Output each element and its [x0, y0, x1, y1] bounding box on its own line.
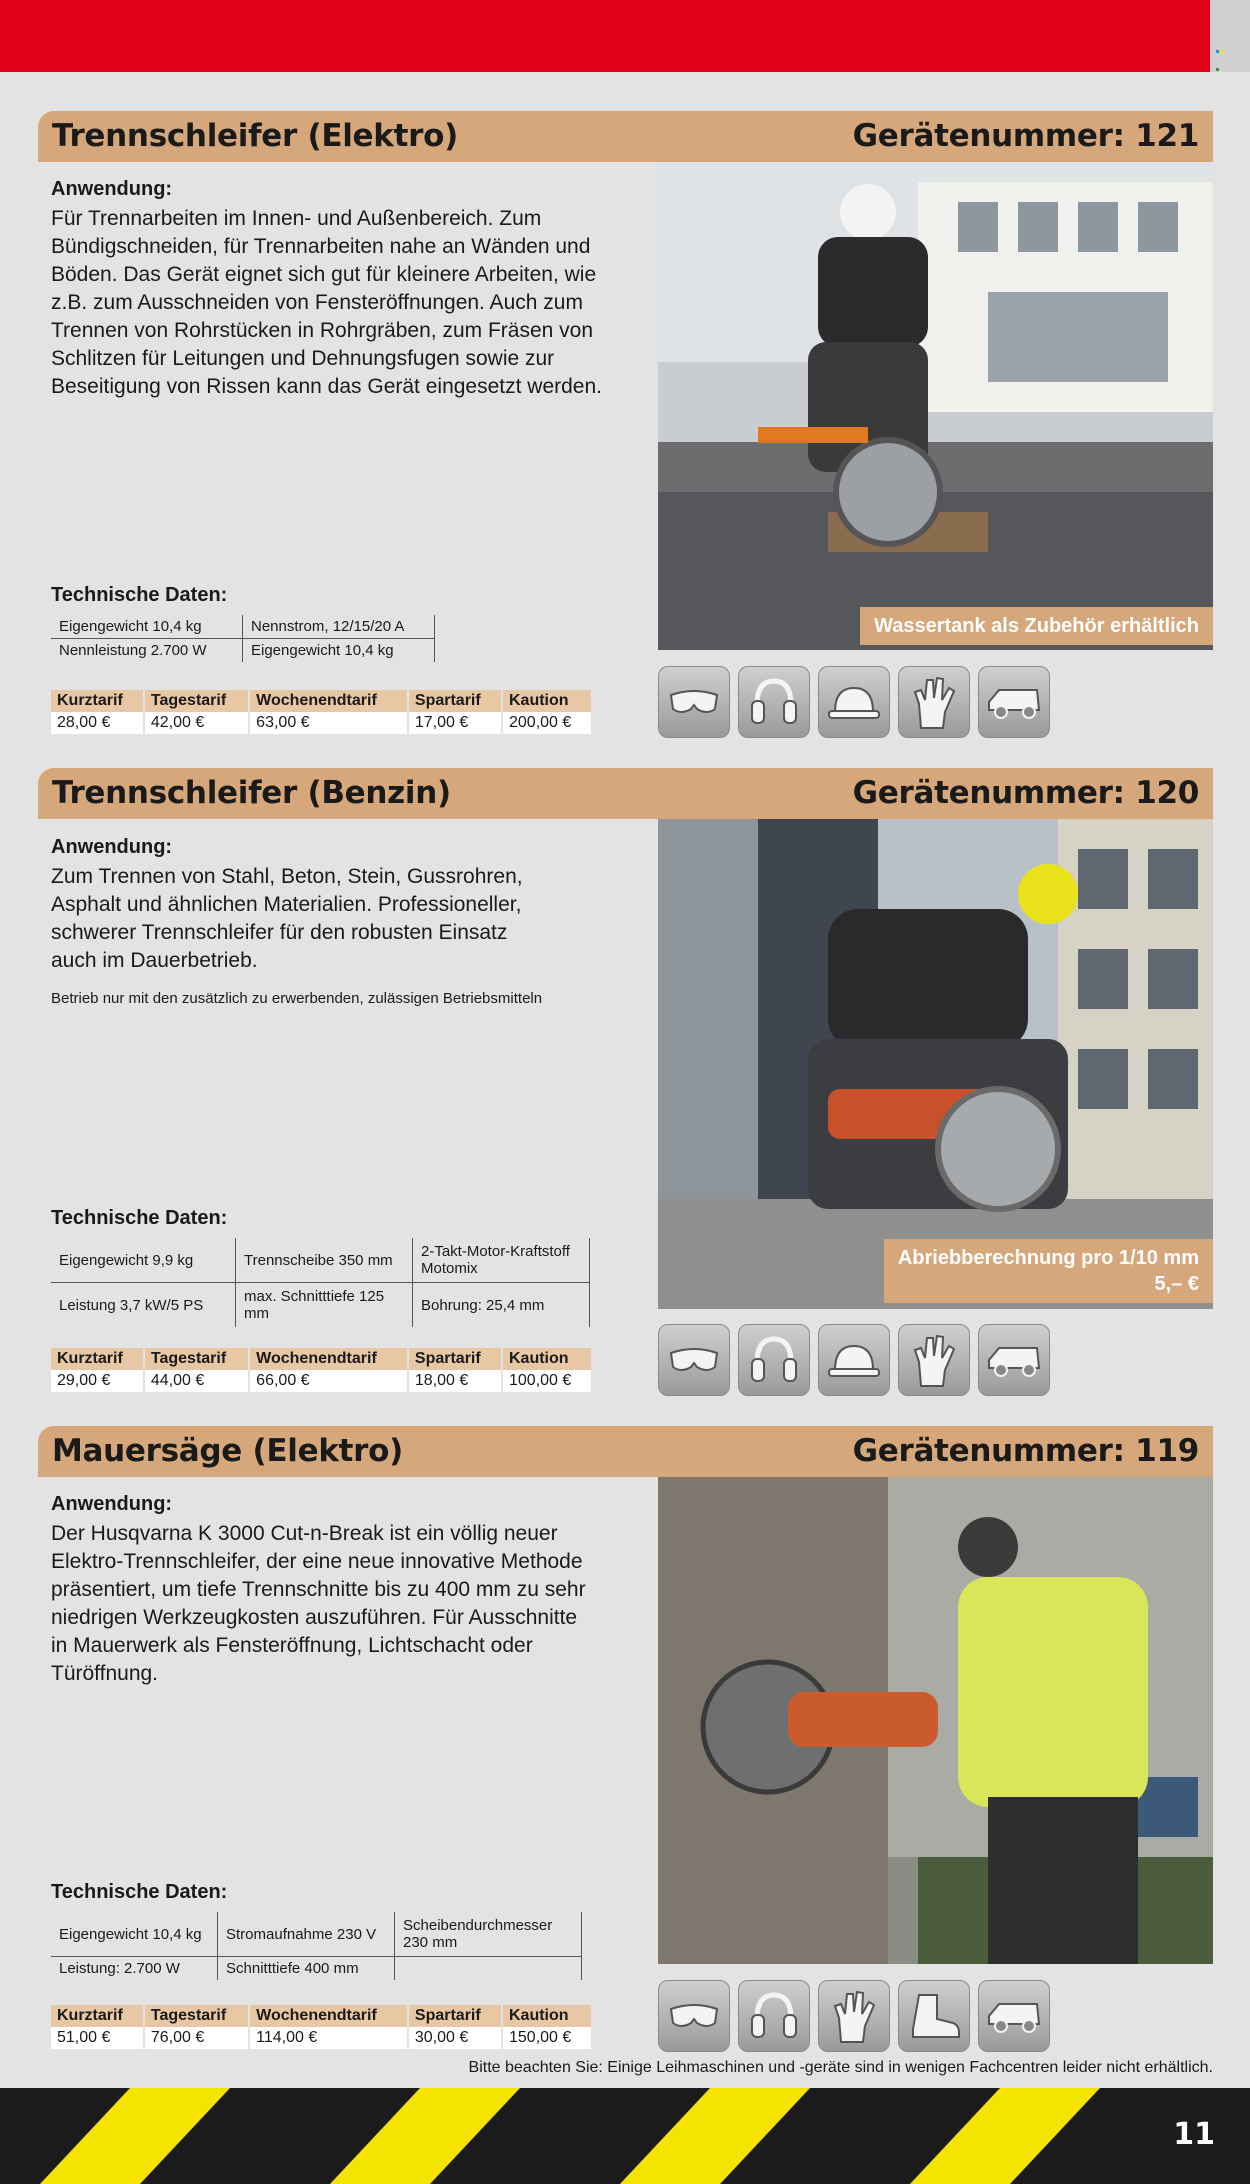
application-text — [51, 205, 641, 401]
price-header: Spartarif — [408, 690, 502, 712]
price-cell: 17,00 € — [408, 712, 502, 734]
price-header: Spartarif — [408, 1348, 502, 1370]
price-cell: 200,00 € — [502, 712, 592, 734]
price-cell: 76,00 € — [144, 2027, 249, 2049]
availability-disclaimer: Bitte beachten Sie: Einige Leihmaschinen und -geräte sind in wenigen Fachcentren leider nicht erhältlich. — [468, 2059, 1213, 2076]
table-row — [51, 1283, 590, 1328]
price-cell: 150,00 € — [502, 2027, 592, 2049]
vehicle-icon — [978, 1324, 1050, 1396]
safety-glasses-icon — [658, 666, 730, 738]
device-number: Gerätenummer: 119 — [852, 1433, 1199, 1469]
price-header: Tagestarif — [144, 690, 249, 712]
table-row — [51, 615, 435, 639]
table-row — [51, 1348, 592, 1370]
application-line: niedrigen Werkzeugkosten auszuführen. Für Ausschnitte — [51, 1606, 578, 1629]
vehicle-icon — [978, 666, 1050, 738]
price-header: Wochenendtarif — [249, 1348, 408, 1370]
section-header — [38, 768, 1213, 819]
glove-icon — [898, 666, 970, 738]
price-cell: 42,00 € — [144, 712, 249, 734]
photo-illustration — [658, 162, 1213, 650]
tech-data-heading: Technische Daten: — [51, 1207, 228, 1229]
spec-cell: Leistung 3,7 kW/5 PS — [51, 1283, 236, 1328]
product-photo — [658, 819, 1213, 1309]
hazard-stripes — [0, 2088, 1250, 2184]
price-cell: 66,00 € — [249, 1370, 408, 1392]
price-cell: 51,00 € — [51, 2027, 144, 2049]
hard-hat-icon — [818, 1324, 890, 1396]
table-row — [51, 690, 592, 712]
hard-hat-icon — [818, 666, 890, 738]
spec-cell: Eigengewicht 9,9 kg — [51, 1238, 236, 1283]
table-row — [51, 1912, 582, 1957]
application-line: in Mauerwerk als Fensteröffnung, Lichtschacht oder — [51, 1634, 533, 1657]
product-photo — [658, 1477, 1213, 1964]
price-header: Kurztarif — [51, 2005, 144, 2027]
abrasion-label-line: Abriebberechnung pro 1/10 mm — [897, 1247, 1199, 1269]
price-header: Spartarif — [408, 2005, 502, 2027]
price-cell: 30,00 € — [408, 2027, 502, 2049]
operation-note: Betrieb nur mit den zusätzlich zu erwerbenden, zulässigen Betriebsmitteln — [51, 990, 543, 1007]
spec-cell: Stromaufnahme 230 V — [218, 1912, 395, 1957]
application-line: Trennen von Rohrstücken in Rohrgräben, zum Fräsen von — [51, 319, 594, 342]
accessory-label: Wassertank als Zubehör erhältlich — [860, 607, 1213, 645]
application-text — [51, 863, 641, 975]
spec-cell: Leistung: 2.700 W — [51, 1957, 218, 1981]
tech-specs-table — [51, 615, 435, 662]
ear-protection-icon — [738, 1324, 810, 1396]
photo-illustration — [658, 819, 1213, 1309]
product-photo — [658, 162, 1213, 650]
spec-cell: Scheibendurchmesser 230 mm — [395, 1912, 582, 1957]
application-line: Böden. Das Gerät eignet sich gut für kleinere Arbeiten, wie — [51, 263, 597, 286]
product-title: Trennschleifer (Elektro) — [52, 118, 458, 154]
price-header: Wochenendtarif — [249, 690, 408, 712]
spec-cell: Nennleistung 2.700 W — [51, 639, 243, 663]
spec-cell: Eigengewicht 10,4 kg — [243, 639, 435, 663]
application-line: Elektro-Trennschleifer, der eine neue innovative Methode — [51, 1550, 583, 1573]
tech-specs-table — [51, 1238, 590, 1327]
safety-glasses-icon — [658, 1980, 730, 2052]
section-header — [38, 111, 1213, 162]
application-text — [51, 1520, 641, 1688]
product-title: Mauersäge (Elektro) — [52, 1433, 404, 1469]
price-cell: 29,00 € — [51, 1370, 144, 1392]
page-number: 11 — [1173, 2117, 1215, 2152]
glove-icon — [898, 1324, 970, 1396]
spec-cell: Eigengewicht 10,4 kg — [51, 1912, 218, 1957]
application-line: Asphalt und ähnlichen Materialien. Professioneller, — [51, 893, 522, 916]
price-header: Kaution — [502, 2005, 592, 2027]
application-line: schwerer Trennschleifer für den robusten Einsatz — [51, 921, 508, 944]
spec-cell: Trennscheibe 350 mm — [236, 1238, 413, 1283]
price-header: Tagestarif — [144, 2005, 249, 2027]
price-header: Kurztarif — [51, 690, 144, 712]
spec-cell: Schnitttiefe 400 mm — [218, 1957, 395, 1981]
tech-specs-table — [51, 1912, 582, 1980]
spec-cell: Nennstrom, 12/15/20 A — [243, 615, 435, 639]
application-line: Für Trennarbeiten im Innen- und Außenbereich. Zum — [51, 207, 542, 230]
table-row — [51, 1238, 590, 1283]
application-heading: Anwendung: — [51, 178, 173, 200]
application-heading: Anwendung: — [51, 836, 173, 858]
application-line: präsentiert, um tiefe Trennschnitte bis zu 400 mm zu sehr — [51, 1578, 586, 1601]
safety-boot-icon — [898, 1980, 970, 2052]
vehicle-icon — [978, 1980, 1050, 2052]
table-row — [51, 2027, 592, 2049]
corner-color-mark — [1216, 40, 1226, 46]
application-line: Zum Trennen von Stahl, Beton, Stein, Gussrohren, — [51, 865, 523, 888]
section-header — [38, 1426, 1213, 1477]
abrasion-label-price: 5,– € — [1154, 1273, 1199, 1295]
device-number: Gerätenummer: 120 — [852, 775, 1199, 811]
ear-protection-icon — [738, 666, 810, 738]
table-row — [51, 1370, 592, 1392]
price-cell: 18,00 € — [408, 1370, 502, 1392]
price-header: Kurztarif — [51, 1348, 144, 1370]
application-line: Türöffnung. — [51, 1662, 159, 1685]
glove-icon — [818, 1980, 890, 2052]
price-header: Tagestarif — [144, 1348, 249, 1370]
table-row — [51, 639, 435, 663]
product-title: Trennschleifer (Benzin) — [52, 775, 451, 811]
abrasion-label — [884, 1239, 1213, 1303]
spec-cell: max. Schnitttiefe 125 mm — [236, 1283, 413, 1328]
application-heading: Anwendung: — [51, 1493, 173, 1515]
price-header: Kaution — [502, 1348, 592, 1370]
photo-illustration — [658, 1477, 1213, 1964]
application-line: Beseitigung von Rissen kann das Gerät eingesetzt werden. — [51, 375, 602, 398]
top-brand-bar — [0, 0, 1210, 72]
table-row — [51, 712, 592, 734]
price-cell: 28,00 € — [51, 712, 144, 734]
price-cell: 114,00 € — [249, 2027, 408, 2049]
price-table — [51, 1348, 593, 1392]
spec-cell: 2-Takt-Motor-Kraftstoff Motomix — [413, 1238, 590, 1283]
price-cell: 100,00 € — [502, 1370, 592, 1392]
application-line: auch im Dauerbetrieb. — [51, 949, 258, 972]
spec-cell: Bohrung: 25,4 mm — [413, 1283, 590, 1328]
application-line: Schlitzen für Leitungen und Dehnungsfugen sowie zur — [51, 347, 555, 370]
spec-cell — [395, 1957, 582, 1981]
price-cell: 44,00 € — [144, 1370, 249, 1392]
application-line: z.B. zum Ausschneiden von Fensteröffnungen. Auch zum — [51, 291, 583, 314]
tech-data-heading: Technische Daten: — [51, 1881, 228, 1903]
price-cell: 63,00 € — [249, 712, 408, 734]
safety-glasses-icon — [658, 1324, 730, 1396]
hazard-stripe-footer — [0, 2088, 1250, 2184]
application-line: Der Husqvarna K 3000 Cut-n-Break ist ein völlig neuer — [51, 1522, 558, 1545]
table-row — [51, 1957, 582, 1981]
price-header: Kaution — [502, 690, 592, 712]
price-header: Wochenendtarif — [249, 2005, 408, 2027]
price-table — [51, 690, 593, 734]
spec-cell: Eigengewicht 10,4 kg — [51, 615, 243, 639]
ear-protection-icon — [738, 1980, 810, 2052]
device-number: Gerätenummer: 121 — [852, 118, 1199, 154]
application-line: Bündigschneiden, für Trennarbeiten nahe an Wänden und — [51, 235, 591, 258]
table-row — [51, 2005, 592, 2027]
price-table — [51, 2005, 593, 2049]
tech-data-heading: Technische Daten: — [51, 584, 228, 606]
